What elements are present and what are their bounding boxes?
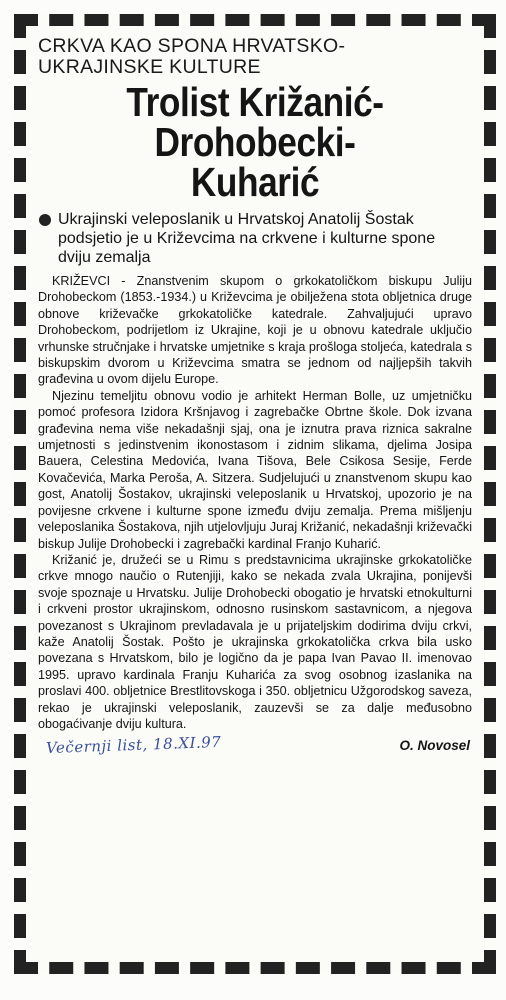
- paragraph: Križanić je, družeći se u Rimu s predstavnicima ukrajinske grkokatoličke crkve mnogo naučio o Rutenjiji, kako se nekada zvala Ukrajina, ponijevši svoje spoznaje u Hrvatsku. Julije Drohobecki obogatio je hrvatski etnokulturni i crkveni prostor ukrajinskom, odnosno rusinskom sastavnicom, a njegova povezanost s Ukrajinom prevladavala je u prijateljskim dodirima dviju crkvi, kaže Anatolij Šostak. Pošto je ukrajinska grkokatolička crkva bila usko povezana s Hrvatskom, bilo je logično da je papa Ivan Pavao II. imenovao 1995. upravo kardinala Franju Kuharića za svog osobnog izaslanika na proslavi 400. obljetnice Brestlitovskoga i 350. obljetnicu Užgorodskog saveza, rekao je ukrajinski veleposlanik, zauzevši se za dalje međusobno obogaćivanje dviju kultura.: [38, 552, 472, 731]
- bullet-icon: [39, 214, 51, 226]
- article-footer: [38, 733, 472, 758]
- article-headline: [68, 79, 441, 205]
- author-byline: O. Novosel: [399, 738, 470, 754]
- lead-text: Ukrajinski veleposlanik u Hrvatskoj Anatolij Šostak podsjetio je u Križevcima na crkvene i kulturne spone dviju zemalja: [58, 211, 436, 266]
- article-body: [38, 273, 472, 732]
- newspaper-clipping: [14, 14, 496, 974]
- kicker-line: UKRAJINSKE KULTURE: [38, 56, 261, 78]
- article-kicker: [38, 36, 472, 78]
- headline-line: Trolist Križanić-: [126, 79, 384, 125]
- kicker-line: CRKVA KAO SPONA HRVATSKO-: [38, 36, 346, 57]
- handwritten-source-note: Večernji list, 18.XI.97: [45, 733, 222, 758]
- paragraph: KRIŽEVCI - Znanstvenim skupom o grkokatoličkom biskupu Juliju Drohobeckom (1853.-1934.) u Križevcima je obilježena stota obljetnica druge obnove križevačke grkokatoličke katedrale. Zahvaljujući upravo Drohobeckom, podrijetlom iz Ukrajine, koji je u obnovu katedrale uključio vrhunske stručnjake i hrvatske umjetnike s kraja prošloga stoljeća, katedrala s biskupskim dvorom u Križevcima smatra se jednom od najljepših takvih građevina u ovom dijelu Europe.: [38, 274, 472, 387]
- article-lead: [38, 210, 472, 267]
- headline-line: Kuharić: [190, 159, 320, 205]
- headline-line: Drohobecki-: [154, 119, 356, 165]
- article: [38, 36, 472, 954]
- paragraph: Njezinu temeljitu obnovu vodio je arhitekt Herman Bolle, uz umjetničku pomoć profesora Izidora Kršnjavog i zagrebačke Obrtne škole. Dok izvana građevina nema više nekadašnji sjaj, ona je iznutra prava riznica sakralne umjetnosti s jedinstvenim ikonostasom i zidnim slikama, djelima Josipa Bauera, Celestina Medovića, Ivana Tišova, Bele Csikosa Sesije, Ferde Kovačevića, Marka Peroša, A. Sitzera. Sudjelujući u znanstvenom skupu kao gost, Anatolij Šostakov, ukrajinski veleposlanik u Hrvatskoj, upozorio je na povijesne crkvene i kulturne spone između dviju zemalja. Prema mišljenju veleposlanika Šostakova, njih utjelovljuju Juraj Križanić, nekadašnji križevački biskup Julije Drohobecki i zagrebački kardinal Franjo Kuharić.: [38, 388, 472, 551]
